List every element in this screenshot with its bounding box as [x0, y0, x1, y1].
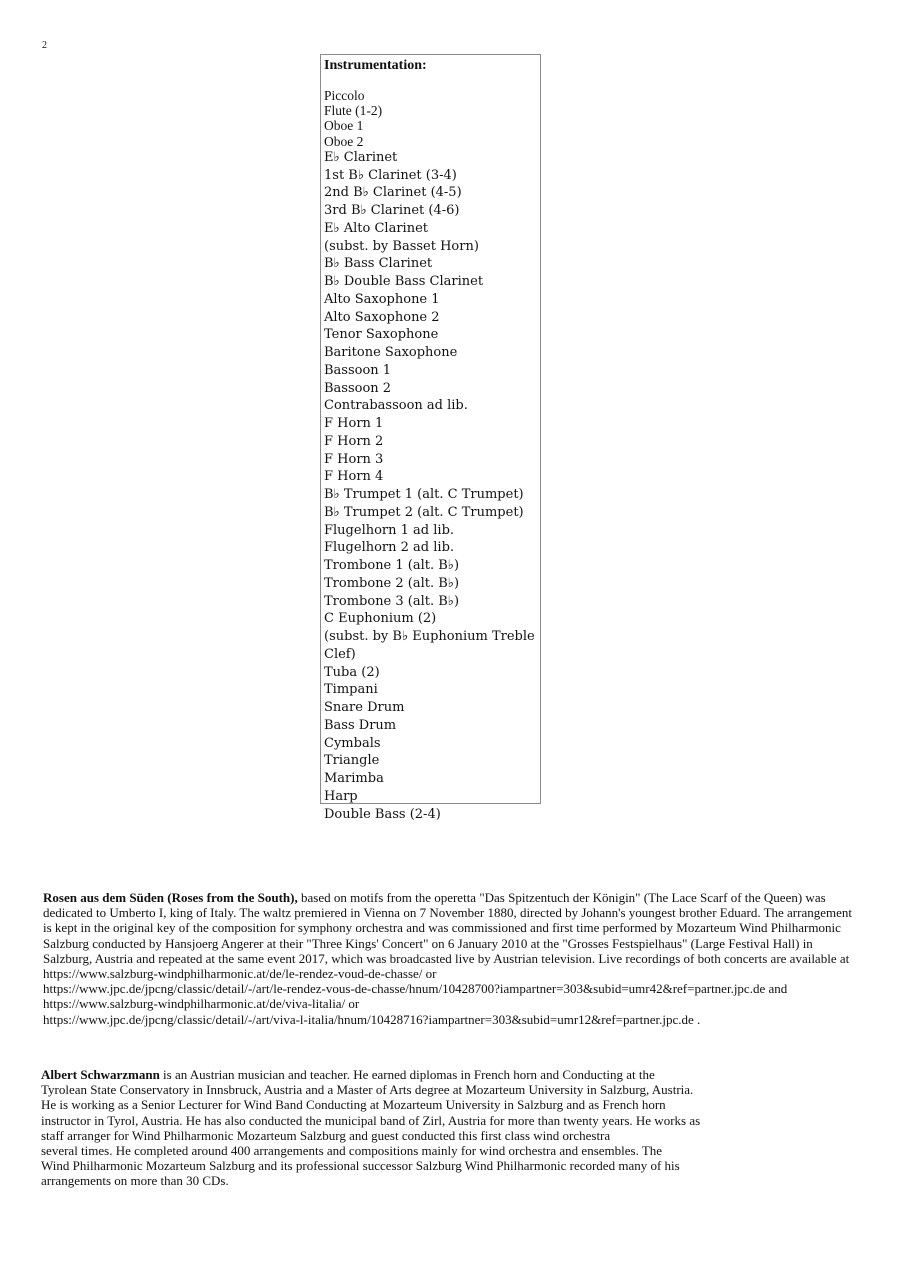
bio-line: He is working as a Senior Lecturer for Wind Band Conducting at Mozarteum University in Salzburg and as French horn: [41, 1097, 666, 1113]
recording-link: https://www.jpc.de/jpcng/classic/detail/-/art/le-rendez-vous-de-chasse/hnum/10428700?iampartner=303&subid=umr42&ref=partner.jpc.de and: [43, 981, 788, 997]
instrument-item: Oboe 2: [324, 133, 364, 149]
instrument-item: Flute (1-2): [324, 103, 383, 119]
instrument-item: (subst. by B♭ Euphonium Treble Clef): [324, 629, 535, 662]
instrument-item: Timpani: [324, 682, 378, 698]
instrument-item: Harp: [324, 788, 358, 804]
instrument-item: Flugelhorn 1 ad lib.: [324, 522, 455, 538]
instrument-item: C Euphonium (2): [324, 611, 437, 627]
instrument-item: B♭ Bass Clarinet: [324, 256, 433, 272]
bio-line: arrangements on more than 30 CDs.: [41, 1173, 229, 1189]
bio-line: [41, 1067, 741, 1082]
recording-link: https://www.jpc.de/jpcng/classic/detail/-/art/viva-l-italia/hnum/10428716?iampartner=303&subid=umr12&ref=partner.jpc.de .: [43, 1011, 701, 1027]
bio-line: instructor in Tyrol, Austria. He has also conducted the municipal band of Zirl, Austria for more than twenty years. He works as: [41, 1112, 701, 1128]
bio-line: staff arranger for Wind Philharmonic Mozarteum Salzburg and guest conducted this first class wind orchestra: [41, 1127, 611, 1143]
instrument-item: Alto Saxophone 1: [324, 291, 440, 307]
instrument-item: Triangle: [324, 753, 380, 769]
bio-first-line: is an Austrian musician and teacher. He earned diplomas in French horn and Conducting at the: [159, 1067, 655, 1082]
bio-line: several times. He completed around 400 arrangements and compositions mainly for wind orchestra and ensembles. The: [41, 1143, 663, 1159]
rosen-description: [43, 890, 855, 1027]
instrument-item: 1st B♭ Clarinet (3-4): [324, 167, 457, 183]
instrument-item: (subst. by Basset Horn): [324, 238, 479, 254]
rosen-title: Rosen aus dem Süden (Roses from the South),: [43, 890, 298, 905]
instrument-item: Alto Saxophone 2: [324, 309, 440, 325]
instrument-item: F Horn 2: [324, 433, 384, 449]
recording-link: https://www.salzburg-windphilharmonic.at/de/viva-litalia/ or: [43, 996, 360, 1012]
instrument-item: Contrabassoon ad lib.: [324, 398, 468, 414]
recording-link: https://www.salzburg-windphilharmonic.at/de/le-rendez-voud-de-chasse/ or: [43, 966, 437, 982]
instrument-item: B♭ Double Bass Clarinet: [324, 274, 484, 290]
instrument-item: E♭ Alto Clarinet: [324, 220, 428, 236]
instrument-item: Piccolo: [324, 88, 365, 103]
instrument-item: Marimba: [324, 771, 384, 787]
instrument-item: Baritone Saxophone: [324, 345, 458, 361]
arranger-bio: [41, 1067, 741, 1189]
instrument-item: Oboe 1: [324, 118, 364, 134]
page-number: 2: [42, 40, 47, 51]
instrument-item: F Horn 3: [324, 451, 384, 467]
arranger-name: Albert Schwarzmann: [41, 1067, 160, 1082]
instrument-item: F Horn 1: [324, 416, 384, 432]
instrument-item: Trombone 1 (alt. B♭): [324, 558, 460, 574]
instrument-item: Double Bass (2-4): [324, 806, 441, 822]
instrument-item: Trombone 2 (alt. B♭): [324, 575, 460, 591]
instrument-item: F Horn 4: [324, 469, 384, 485]
instrument-item: Bassoon 2: [324, 380, 392, 396]
rosen-text: based on motifs from the operetta "Das Spitzentuch der Königin" (The Lace Scarf of the Queen) was dedicated to Umberto I, king of Italy. The waltz premiered in Vienna on 7 November 1880, directed by Johann's youngest brother Eduard. The arrangement is kept in the original key of the composition for symphony orchestra and was commissioned and first time performed by Mozarteum Wind Philharmonic Salzburg conducted by Hansjoerg Angerer at their "Three Kings' Concert" on 6 January 2010 at the "Grosses Festspielhaus" (Large Festival Hall) in Salzburg, Austria and repeated at the same event 2017, which was broadcasted live by Austrian television. Live recordings of both concerts are available at: [43, 890, 853, 966]
instrumentation-title: Instrumentation:: [324, 58, 427, 73]
instrument-item: Tenor Saxophone: [324, 327, 439, 343]
instrument-item: Cymbals: [324, 735, 381, 751]
instrument-item: 2nd B♭ Clarinet (4-5): [324, 185, 462, 201]
instrument-item: Tuba (2): [324, 664, 380, 680]
instrument-item: Snare Drum: [324, 700, 405, 716]
bio-line: Wind Philharmonic Mozarteum Salzburg and its professional successor Salzburg Wind Philharmonic recorded many of his: [41, 1158, 680, 1174]
instrumentation-box: [320, 54, 541, 822]
instrument-item: Bassoon 1: [324, 362, 392, 378]
instrument-item: Bass Drum: [324, 717, 397, 733]
instrumentation-list: [324, 88, 540, 823]
instrument-item: Flugelhorn 2 ad lib.: [324, 540, 455, 556]
instrument-item: B♭ Trumpet 2 (alt. C Trumpet): [324, 504, 524, 520]
instrument-item: E♭ Clarinet: [324, 149, 398, 165]
instrument-item: 3rd B♭ Clarinet (4-6): [324, 203, 460, 219]
bio-line: Tyrolean State Conservatory in Innsbruck, Austria and a Master of Arts degree at Mozarteum University in Salzburg, Austria.: [41, 1082, 694, 1098]
instrument-item: Trombone 3 (alt. B♭): [324, 593, 460, 609]
instrument-item: B♭ Trumpet 1 (alt. C Trumpet): [324, 487, 524, 503]
